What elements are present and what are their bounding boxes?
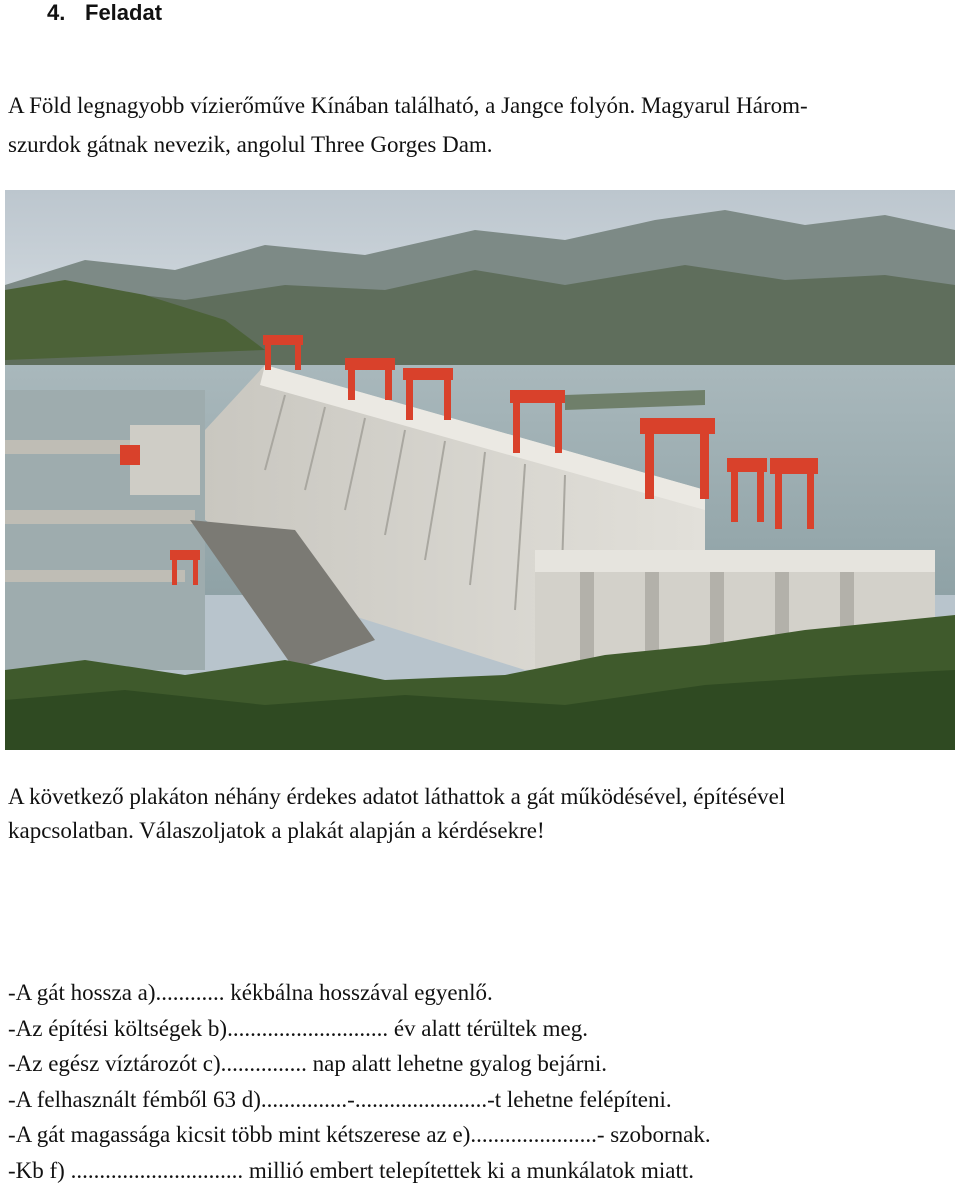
instruction-line: A következő plakáton néhány érdekes adatot láthattok a gát működésével, építésével — [8, 784, 786, 809]
intro-line: szurdok gátnak nevezik, angolul Three Gorges Dam. — [8, 132, 493, 157]
lock-wall — [5, 570, 185, 582]
task-heading — [0, 0, 960, 28]
intro-paragraph — [8, 86, 953, 164]
lock-wall — [5, 510, 195, 524]
question-b: -Az építési költségek b)............................ év alatt térültek meg. — [8, 1015, 588, 1041]
question-c: -Az egész víztározót c)............... nap alatt lehetne gyalog bejárni. — [8, 1051, 608, 1076]
dam-illustration — [5, 190, 955, 750]
question-f: -Kb f) .............................. millió embert telepítettek ki a munkálatok miatt. — [8, 1157, 695, 1183]
question-d: -A felhasznált fémből 63 d)...............-.......................-t lehetne felépíteni. — [8, 1086, 672, 1112]
instruction-line: kapcsolatban. Válaszoljatok a plakát alapján a kérdésekre! — [8, 818, 545, 843]
intro-line: A Föld legnagyobb vízierőműve Kínában található, a Jangce folyón. Magyarul Három- — [8, 93, 808, 118]
question-e: -A gát magassága kicsit több mint kétszerese az e)......................- szobornak. — [8, 1122, 711, 1147]
task-title: Feladat — [85, 0, 163, 25]
question-list — [8, 975, 953, 1188]
instruction-paragraph — [8, 780, 953, 848]
question-a: -A gát hossza a)............ kékbálna hosszával egyenlő. — [8, 980, 493, 1005]
task-number: 4. — [47, 0, 66, 25]
three-gorges-dam-photo — [5, 190, 955, 750]
powerhouse-roof — [535, 550, 935, 572]
lock-structure — [130, 425, 200, 495]
